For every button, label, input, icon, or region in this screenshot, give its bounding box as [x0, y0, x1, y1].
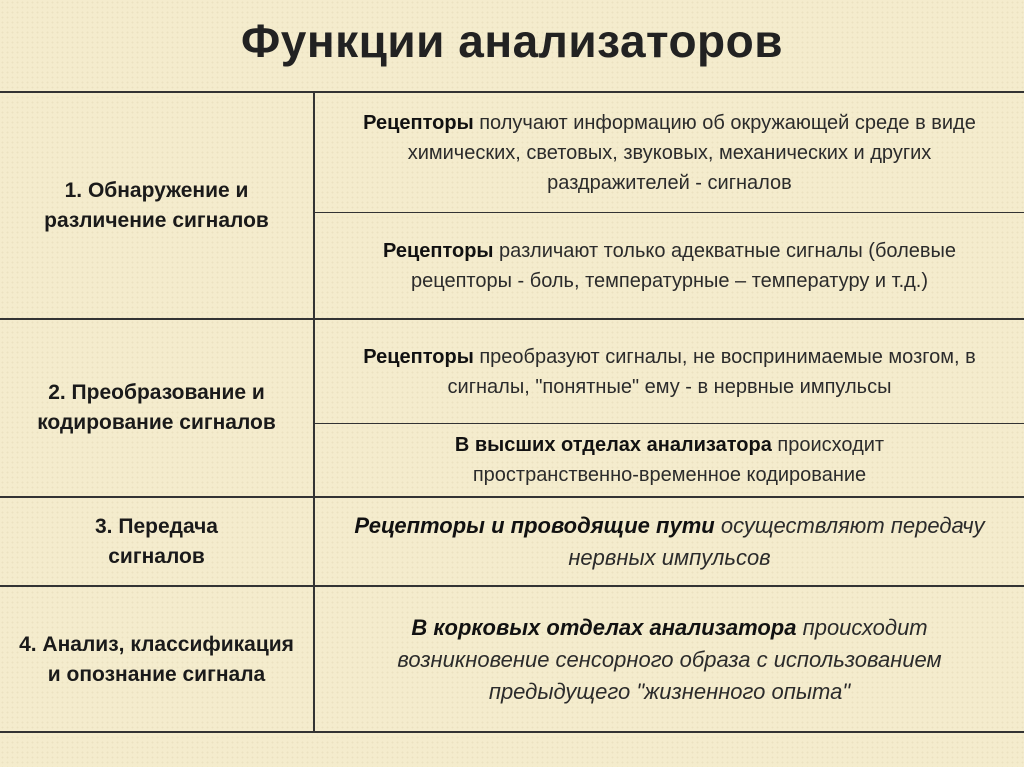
description-2b [315, 424, 1024, 496]
description-text: различают только адекватные сигналы (болевые рецепторы - боль, температурные – температуру и т.д.) [410, 239, 957, 292]
description-1b [315, 213, 1024, 318]
description-4 [315, 587, 1024, 732]
function-name-4: 4. Анализ, классификация и опознание сигнала [19, 632, 294, 686]
function-name-3: 3. Передача сигналов [95, 514, 218, 568]
description-text: преобразуют сигналы, не воспринимаемые мозгом, в сигналы, "понятные" ему - в нервные импульсы [447, 345, 976, 398]
function-name-1: 1. Обнаружение и различение сигналов [44, 178, 269, 232]
description-subject: Рецепторы [363, 345, 474, 368]
page-title: Функции анализаторов [240, 15, 784, 67]
description-subject: Рецепторы [382, 239, 494, 262]
description-2a [315, 320, 1024, 423]
description-subject: Рецепторы [363, 111, 474, 134]
description-1a [315, 93, 1024, 212]
description-subject: В высших отделах анализатора [454, 434, 772, 456]
description-3 [315, 498, 1024, 585]
description-text: осуществляют передачу нервных импульсов [568, 512, 985, 570]
description-subject: Рецепторы и проводящие пути [354, 512, 715, 538]
description-text: происходит пространственно-временное кодирование [472, 434, 885, 486]
function-name-2: 2. Преобразование и кодирование сигналов [37, 381, 276, 434]
description-text: получают информацию об окружающей среде в виде химических, световых, звуковых, механических и других раздражителей - сигналов [407, 111, 976, 194]
description-subject: В корковых отделах анализатора [411, 614, 797, 640]
description-text: происходит возникновение сенсорного образа с использованием предыдущего "жизненного опыта" [397, 614, 942, 704]
